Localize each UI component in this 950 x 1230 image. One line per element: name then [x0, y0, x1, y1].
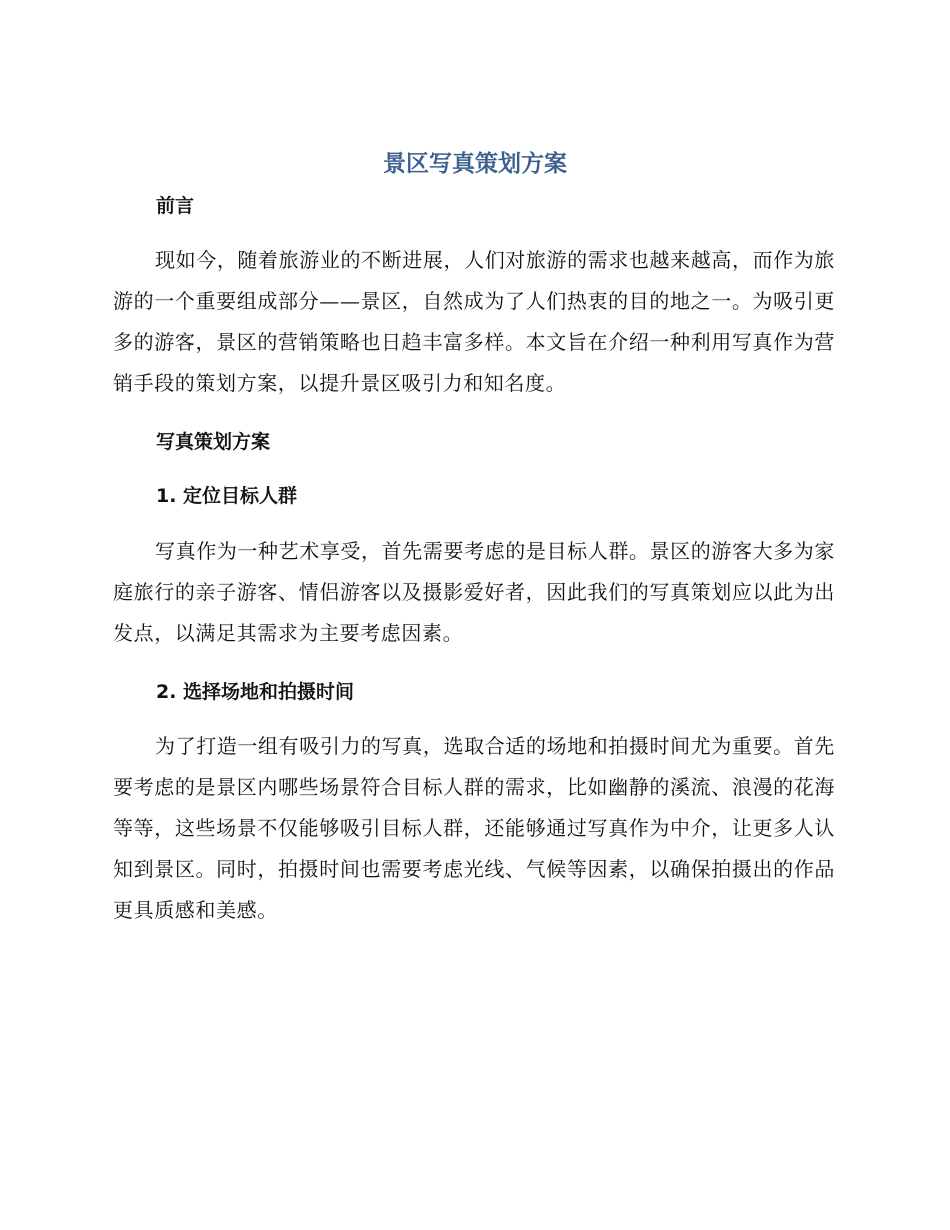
page-title: 景区写真策划方案 [383, 151, 567, 177]
section-heading-plan: 写真策划方案 [156, 431, 271, 453]
section-heading-location-time: 2. 选择场地和拍摄时间 [156, 681, 355, 703]
paragraph-location-time: 为了打造一组有吸引力的写真，选取合适的场地和拍摄时间尤为重要。首先要考虑的是景区内哪些场景符合目标人群的需求，比如幽静的溪流、浪漫的花海等等，这些场景不仅能够吸引目标人群，还能够通过写真作为中介，让更多人认知到景区。同时，拍摄时间也需要考虑光线、气候等因素，以确保拍摄出的作品更具质感和美感。 [113, 734, 835, 922]
section-heading-preface: 前言 [156, 195, 195, 217]
paragraph-preface: 现如今，随着旅游业的不断进展，人们对旅游的需求也越来越高，而作为旅游的一个重要组成部分——景区，自然成为了人们热衷的目的地之一。为吸引更多的游客，景区的营销策略也日趋丰富多样。本文旨在介绍一种利用写真作为营销手段的策划方案，以提升景区吸引力和知名度。 [113, 248, 835, 395]
section-heading-target-audience: 1. 定位目标人群 [156, 485, 298, 507]
paragraph-target-audience: 写真作为一种艺术享受，首先需要考虑的是目标人群。景区的游客大多为家庭旅行的亲子游客、情侣游客以及摄影爱好者，因此我们的写真策划应以此为出发点，以满足其需求为主要考虑因素。 [113, 539, 835, 645]
